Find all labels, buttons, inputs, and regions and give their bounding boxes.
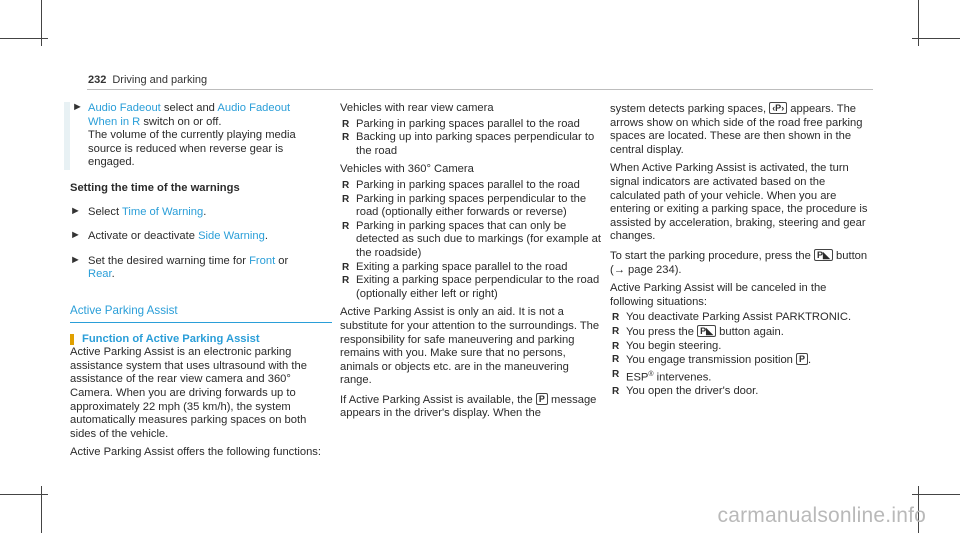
list-item: R You deactivate Parking Assist PARKTRONIC. — [612, 311, 852, 324]
paragraph: To start the parking procedure, press the P◣ button (→ page 234). — [610, 249, 868, 276]
paragraph: Active Parking Assist is an electronic parking assistance system that uses ultrasound with the assistance of the rear view camera and 360° Camera. When you are driving forwards up to approximately 22 mph (35 km/h), the system automatically measures parking spaces on both sides of the vehicle. — [70, 346, 307, 440]
list-heading: Vehicles with rear view camera — [340, 102, 494, 114]
instruction-step: ► Activate or deactivate Side Warning. — [70, 229, 268, 243]
page-header — [88, 74, 207, 88]
menu-item-side-warning: Side Warning — [198, 230, 265, 243]
column-middle — [340, 102, 602, 426]
list-item: R Parking in parking spaces perpendicular to the road (optionally either forwards or reverse) — [342, 192, 587, 219]
paragraph: When Active Parking Assist is activated, the turn signal indicators are activated based on the calculated path of your vehicle. When you are entering or exiting a parking space, the procedure is assisted by acceleration, braking, steering and gear changes. — [610, 162, 868, 243]
crop-mark — [912, 494, 960, 495]
list-item: R Exiting a parking space parallel to the road — [342, 260, 568, 273]
watermark: carmanualsonline.info — [717, 504, 926, 528]
column-left — [70, 102, 332, 465]
step-arrow-icon: ► — [70, 204, 81, 217]
parking-space-arrows-icon: ‹P› — [769, 102, 787, 114]
menu-item-time-of-warning: Time of Warning — [122, 205, 204, 218]
list-item: R Parking in parking spaces parallel to the road — [342, 178, 580, 191]
list-item: R ESP® intervenes. — [612, 368, 712, 384]
paragraph: Active Parking Assist offers the following functions: — [70, 446, 322, 459]
page-header-title: Driving and parking — [112, 74, 208, 86]
crop-mark — [912, 38, 960, 39]
instruction-step: ► Audio Fadeout select and Audio Fadeout When in R switch on or off. The volume of the currently playing media source is reduced when reverse gear is engaged. — [64, 102, 332, 170]
paragraph: If Active Parking Assist is available, the P message appears in the driver's display. When the — [340, 393, 597, 420]
header-rule — [87, 89, 873, 90]
section-marker — [70, 334, 74, 345]
list-item: R Exiting a parking space perpendicular to the road (optionally either left or right) — [342, 274, 600, 300]
crop-mark — [41, 486, 42, 533]
subheading: Setting the time of the warnings — [70, 181, 240, 194]
instruction-step: ► Select Time of Warning. — [70, 204, 207, 218]
menu-item-audio-fadeout: Audio Fadeout — [217, 102, 291, 114]
crop-mark — [918, 0, 919, 46]
list-item: R Parking in parking spaces that can only be detected as such due to markings (for example at the roadside) — [342, 219, 602, 259]
step-arrow-icon: ► — [72, 101, 83, 113]
list-item: R You engage transmission position P . — [612, 354, 812, 367]
sub-section-title: Function of Active Parking Assist — [70, 333, 332, 347]
column-right — [610, 102, 872, 404]
menu-item-front: Front — [249, 254, 276, 267]
paragraph: Active Parking Assist will be canceled in the following situations: — [610, 282, 827, 308]
list-heading: Vehicles with 360° Camera — [340, 163, 474, 176]
page-number: 232 — [88, 74, 107, 86]
step-arrow-icon: ► — [70, 229, 81, 242]
menu-item-when-in-r: When in R — [88, 115, 141, 128]
paragraph: Active Parking Assist is only an aid. It is not a substitute for your attention to the surroundings. The responsibility for safe maneuvering and parking remains with you. Make sure that no persons, animals or objects etc. are in the maneuvering range. — [340, 306, 600, 387]
park-position-icon: P — [796, 353, 808, 365]
parking-symbol-icon: P — [536, 393, 548, 405]
section-title: Active Parking Assist — [70, 304, 332, 323]
paragraph: system detects parking spaces, ‹P› appears. The arrows show on which side of the road free parking spaces are located. These are then shown in the central display. — [610, 103, 863, 156]
menu-item-audio-fadeout: Audio Fadeout — [88, 102, 161, 114]
step-arrow-icon: ► — [70, 253, 81, 266]
parking-button-icon: P◣ — [697, 325, 716, 337]
list-item: R Backing up into parking spaces perpendicular to the road — [342, 131, 595, 157]
step-detail: The volume of the currently playing media source is reduced when reverse gear is engaged. — [88, 129, 296, 169]
menu-item-rear: Rear — [88, 268, 112, 281]
page-ref-arrow-icon: → — [613, 263, 625, 276]
crop-mark — [41, 0, 42, 46]
bullet-list — [340, 179, 602, 301]
list-item: R You begin steering. — [612, 339, 722, 352]
list-item: R You open the driver's door. — [612, 385, 759, 398]
bullet-list — [340, 118, 602, 159]
bullet-list — [610, 311, 872, 398]
list-item: R You press the P◣ button again. — [612, 325, 784, 338]
parking-button-icon: P◣ — [814, 249, 833, 261]
instruction-step: ► Set the desired warning time for Front or Rear. — [70, 253, 289, 281]
list-item: R Parking in parking spaces parallel to the road — [342, 117, 580, 130]
